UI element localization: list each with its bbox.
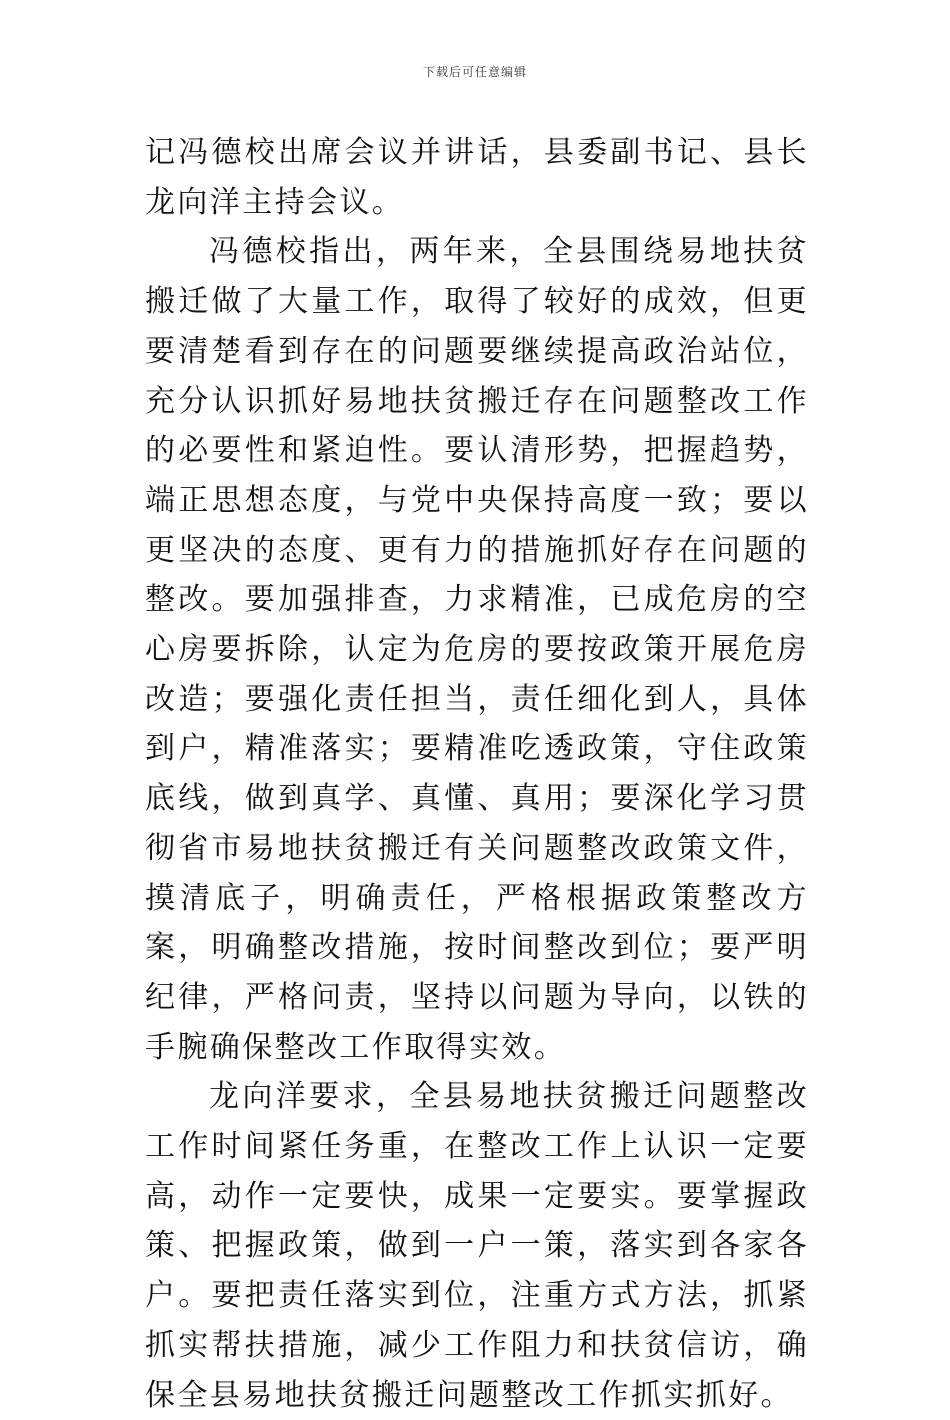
paragraph-2: 冯德校指出，两年来，全县围绕易地扶贫搬迁做了大量工作，取得了较好的成效，但更要清楚看到存在的问题要继续提高政治站位，充分认识抓好易地扶贫搬迁存在问题整改工作的必要性和紧迫性。要认清形势，把握趋势，端正思想态度，与党中央保持高度一致；要以更坚决的态度、更有力的措施抓好存在问题的整改。要加强排查，力求精准，已成危房的空心房要拆除，认定为危房的要按政策开展危房改造；要强化责任担当，责任细化到人，具体到户，精准落实；要精准吃透政策，守住政策底线，做到真学、真懂、真用；要深化学习贯彻省市易地扶贫搬迁有关问题整改政策文件，摸清底子，明确责任，严格根据政策整改方案，明确整改措施，按时间整改到位；要严明纪律，严格问责，坚持以问题为导向，以铁的手腕确保整改工作取得实效。 <box>145 234 809 1065</box>
page-header: 下载后可任意编辑 <box>422 65 527 79</box>
document-body <box>145 128 809 1420</box>
paragraph-1: 记冯德校出席会议并讲话，县委副书记、县长龙向洋主持会议。 <box>145 135 809 220</box>
paragraph-3: 龙向洋要求，全县易地扶贫搬迁问题整改工作时间紧任务重，在整改工作上认识一定要高，动作一定要快，成果一定要实。要掌握政策、把握政策，做到一户一策，落实到各家各户。要把责任落实到位，注重方式方法，抓紧抓实帮扶措施，减少工作阻力和扶贫信访，确保全县易地扶贫搬迁问题整改工作抓实抓好。 <box>145 1079 809 1413</box>
